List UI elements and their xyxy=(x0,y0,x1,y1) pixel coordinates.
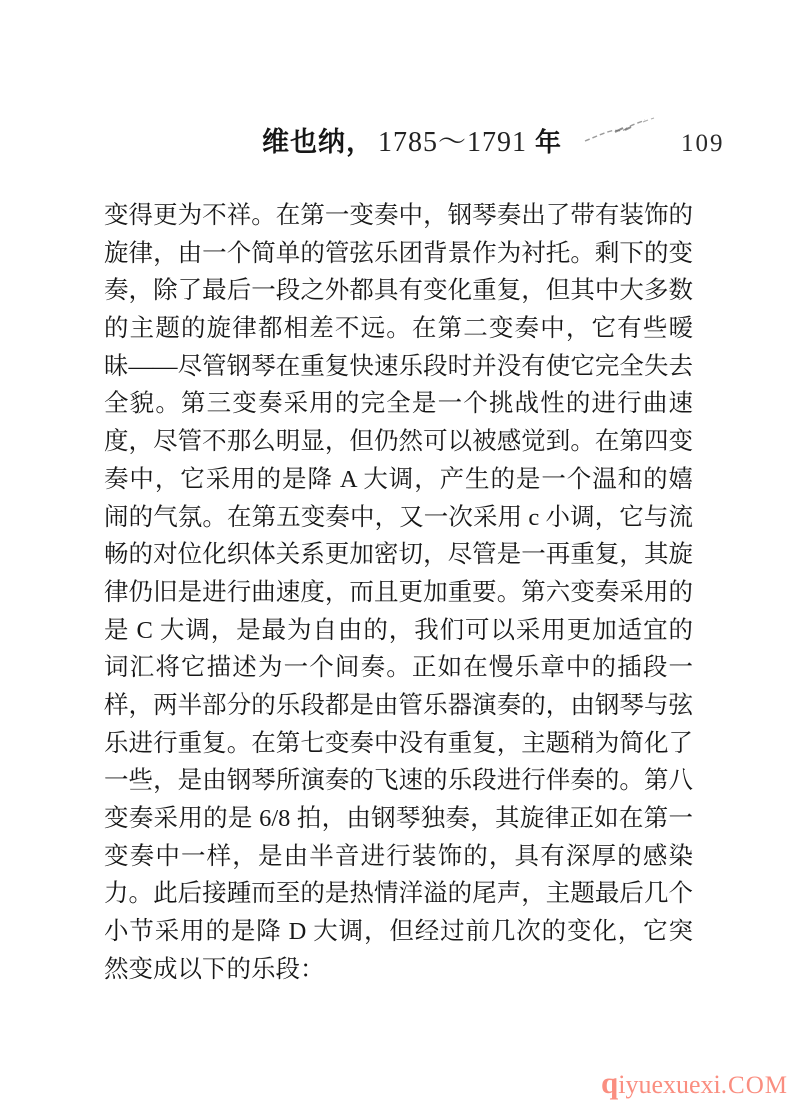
text-line: 奏中，它采用的是降 A 大调，产生的是一个温和的嬉 xyxy=(104,465,693,493)
text-line: 词汇将它描述为一个间奏。正如在慢乐章中的插段一 xyxy=(104,654,693,682)
site-watermark xyxy=(601,1066,788,1106)
pencil-flourish-icon xyxy=(581,115,657,150)
text-line: 律仍旧是进行曲速度，而且更加重要。第六变奏采用的 xyxy=(104,578,693,606)
watermark-suffix: .COM xyxy=(720,1072,788,1099)
text-line: 奏，除了最后一段之外都具有变化重复，但其中大多数 xyxy=(104,277,693,305)
chapter-title: 维也纳， xyxy=(262,127,374,157)
text-line: 变得更为不祥。在第一变奏中，钢琴奏出了带有装饰的 xyxy=(104,202,693,229)
text-line: 变奏采用的是 6/8 拍，由钢琴独奏，其旋律正如在第一 xyxy=(104,805,693,832)
text-line: 旋律，由一个简单的管弦乐团背景作为衬托。剩下的变 xyxy=(104,239,693,267)
text-line: 变奏中一样，是由半音进行装饰的，具有深厚的感染 xyxy=(104,842,693,870)
text-line: 小节采用的是降 D 大调，但经过前几次的变化，它突 xyxy=(104,918,693,946)
running-head xyxy=(262,120,725,160)
text-line: 乐进行重复。在第七变奏中没有重复，主题稍为简化了 xyxy=(104,729,693,757)
text-line: 然变成以下的乐段： xyxy=(104,955,325,983)
page-number: 109 xyxy=(681,130,725,157)
text-line: 全貌。第三变奏采用的完全是一个挑战性的进行曲速 xyxy=(104,390,693,418)
watermark-middle: iyuexuexi xyxy=(618,1070,721,1099)
text-line: 度，尽管不那么明显，但仍然可以被感觉到。在第四变 xyxy=(104,428,693,456)
text-line: 是 C 大调，是最为自由的，我们可以采用更加适宜的 xyxy=(104,616,693,644)
chapter-years: 1785～1791 xyxy=(378,127,528,158)
text-line: 一些，是由钢琴所演奏的飞速的乐段进行伴奏的。第八 xyxy=(104,767,693,795)
text-line: 样，两半部分的乐段都是由管乐器演奏的，由钢琴与弦 xyxy=(104,691,693,719)
text-line: 畅的对位化织体关系更加密切，尽管是一再重复，其旋 xyxy=(104,541,693,569)
text-line: 的主题的旋律都相差不远。在第二变奏中，它有些暧 xyxy=(104,315,693,343)
watermark-prefix: q xyxy=(601,1065,619,1100)
text-line: 昧——尽管钢琴在重复快速乐段时并没有使它完全失去 xyxy=(104,352,693,380)
chapter-year-suffix: 年 xyxy=(535,128,562,157)
text-line: 力。此后接踵而至的是热情洋溢的尾声，主题最后几个 xyxy=(104,880,693,908)
text-line: 闹的气氛。在第五变奏中，又一次采用 c 小调，它与流 xyxy=(104,503,693,531)
body-text xyxy=(104,197,693,988)
